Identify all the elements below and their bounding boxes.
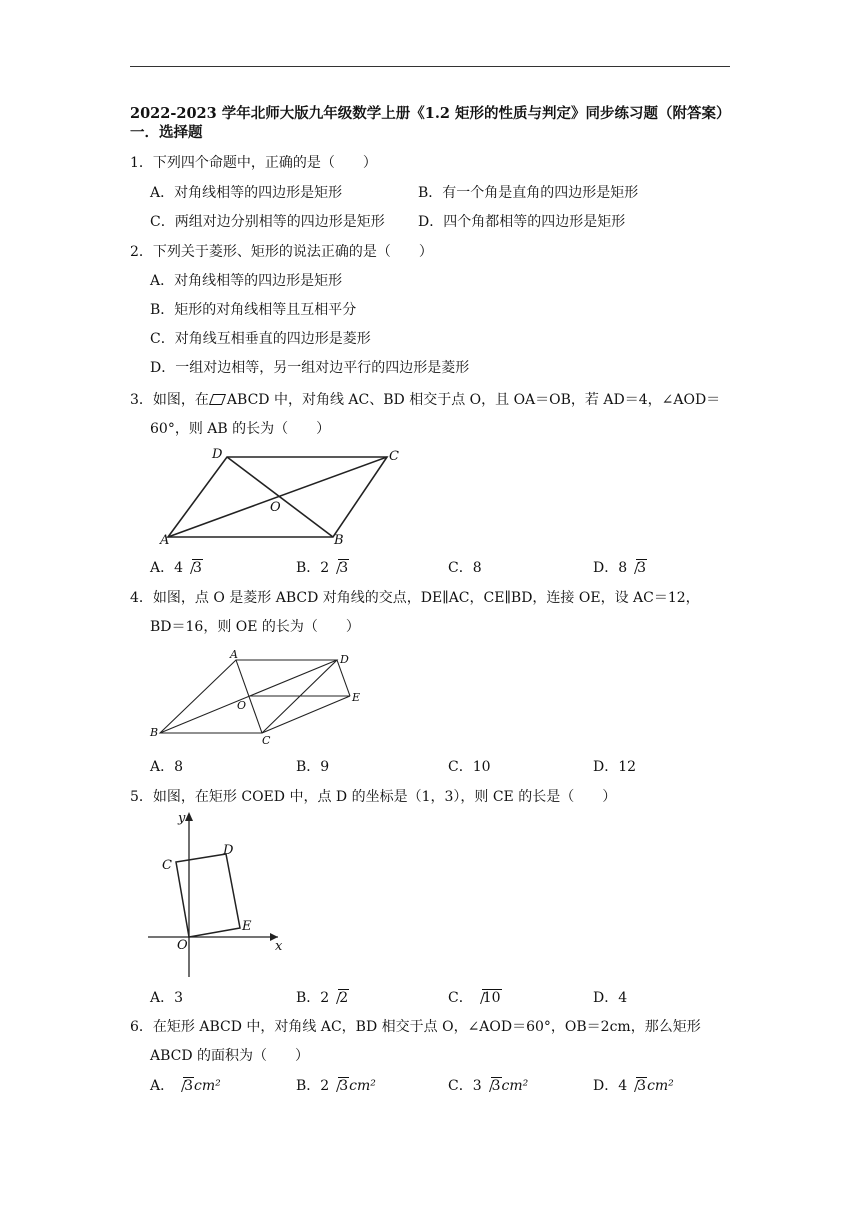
q3-label-c: C — [389, 449, 399, 464]
q3-option-d[interactable]: D．8 3 — [593, 560, 647, 576]
q5-stem: 5．如图，在矩形 COED 中，点 D 的坐标是（1，3），则 CE 的长是（ ） — [130, 789, 617, 805]
q2-option-d[interactable]: D．一组对边相等，另一组对边平行的四边形是菱形 — [150, 360, 470, 376]
q5-axis-x: x — [275, 939, 283, 954]
q4-label-e: E — [352, 691, 361, 704]
q3-label-b: B — [334, 533, 344, 548]
q3-figure — [160, 445, 410, 548]
q3-option-b[interactable]: B．2 3 — [296, 560, 349, 576]
q3-label-d: D — [212, 447, 223, 462]
q4-stem-line1: 4．如图，点 O 是菱形 ABCD 对角线的交点，DE∥AC，CE∥BD，连接 OE，设 AC＝12， — [130, 590, 700, 606]
q5-label-o: O — [177, 938, 188, 953]
q6-stem-line2: ABCD 的面积为（ ） — [150, 1048, 310, 1064]
q4-label-a: A — [230, 648, 238, 661]
q3-label-a: A — [160, 533, 170, 548]
q4-option-a[interactable]: A．8 — [150, 759, 184, 775]
q3-option-a[interactable]: A．4 3 — [150, 560, 202, 576]
q2-option-b[interactable]: B．矩形的对角线相等且互相平分 — [150, 302, 357, 318]
q6-option-c[interactable]: C．3 3cm² — [448, 1078, 529, 1094]
q2-option-c[interactable]: C．对角线互相垂直的四边形是菱形 — [150, 331, 371, 347]
q1-option-b[interactable]: B．有一个角是直角的四边形是矩形 — [418, 185, 639, 201]
section-heading: 一．选择题 — [130, 124, 203, 141]
q5-label-e: E — [242, 919, 252, 934]
q4-label-c: C — [262, 734, 271, 747]
q4-stem-line2: BD＝16，则 OE 的长为（ ） — [150, 619, 360, 635]
q4-option-d[interactable]: D．12 — [593, 759, 637, 775]
q3-stem-line2: 60°，则 AB 的长为（ ） — [150, 421, 331, 437]
q4-figure — [150, 648, 370, 748]
q4-label-b: B — [150, 726, 159, 739]
q4-label-d: D — [340, 653, 349, 666]
q4-option-b[interactable]: B．9 — [296, 759, 330, 775]
q5-axis-y: y — [178, 811, 186, 826]
q6-option-b[interactable]: B．2 3cm² — [296, 1078, 376, 1094]
q6-stem-line1: 6．在矩形 ABCD 中，对角线 AC，BD 相交于点 O，∠AOD＝60°，OB＝2cm，那么矩形 — [130, 1019, 701, 1035]
page-title: 2022-2023 学年北师大版九年级数学上册《1.2 矩形的性质与判定》同步练习题（附答案） — [130, 105, 731, 122]
q3-option-c[interactable]: C．8 — [448, 560, 482, 576]
q5-option-a[interactable]: A．3 — [150, 990, 184, 1006]
q1-option-d[interactable]: D．四个角都相等的四边形是矩形 — [418, 214, 626, 230]
q3-label-o: O — [270, 500, 281, 515]
q2-stem: 2．下列关于菱形、矩形的说法正确的是（ ） — [130, 244, 433, 260]
q5-option-b[interactable]: B．2 2 — [296, 990, 349, 1006]
q1-option-c[interactable]: C．两组对边分别相等的四边形是矩形 — [150, 214, 385, 230]
q4-label-o: O — [237, 699, 247, 712]
parallelogram-symbol — [209, 394, 226, 405]
q6-option-a[interactable]: A． 3cm² — [150, 1078, 221, 1094]
q5-label-c: C — [162, 858, 172, 873]
q5-option-d[interactable]: D．4 — [593, 990, 628, 1006]
q3-stem-line1: 3．如图，在 ABCD 中，对角线 AC、BD 相交于点 O，且 OA＝OB，若 AD＝4，∠AOD＝ — [130, 392, 721, 408]
q6-option-d[interactable]: D．4 3cm² — [593, 1078, 674, 1094]
header-rule — [130, 66, 730, 67]
q4-option-c[interactable]: C．10 — [448, 759, 491, 775]
q1-option-a[interactable]: A．对角线相等的四边形是矩形 — [150, 185, 343, 201]
q1-stem: 1．下列四个命题中，正确的是（ ） — [130, 155, 377, 171]
q5-label-d: D — [223, 843, 234, 858]
q5-option-c[interactable]: C． 10 — [448, 990, 501, 1006]
q2-option-a[interactable]: A．对角线相等的四边形是矩形 — [150, 273, 343, 289]
q5-figure — [148, 810, 293, 980]
